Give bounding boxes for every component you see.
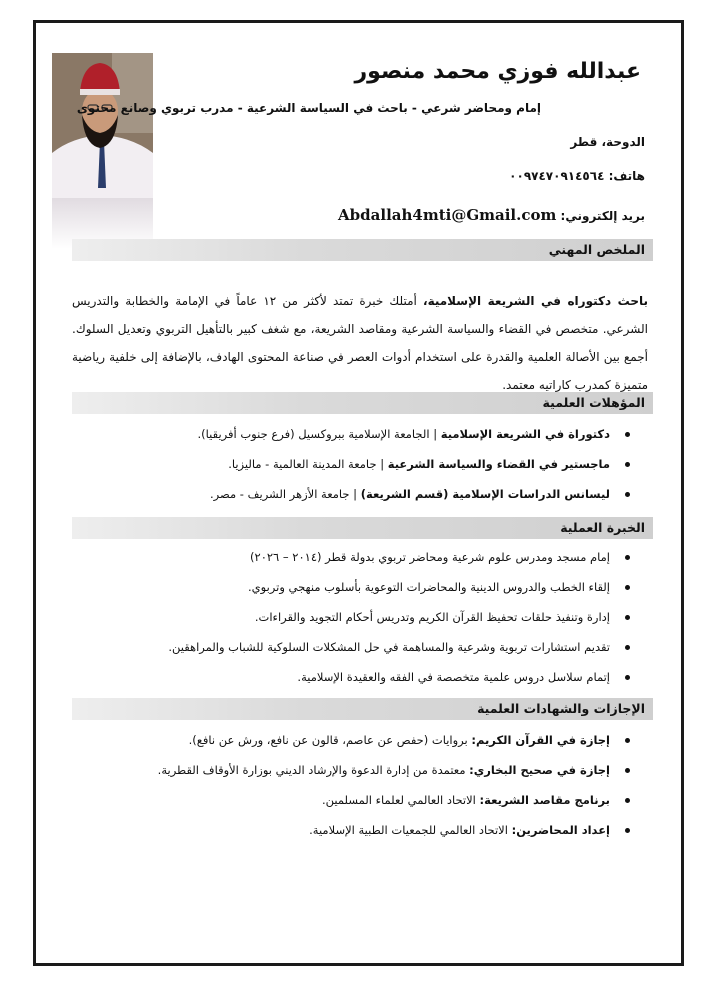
list-item: إمام مسجد ومدرس علوم شرعية ومحاضر تربوي بدولة قطر (٢٠١٤ – ٢٠٢٦) — [72, 550, 638, 564]
email-line — [338, 206, 645, 224]
section-heading-experience: الخبرة العملية — [72, 517, 653, 539]
location-line — [570, 135, 645, 149]
email-value[interactable]: Abdallah4mti@Gmail.com — [338, 206, 557, 224]
cv-page — [33, 20, 684, 966]
email-label: بريد إلكتروني: — [560, 209, 645, 223]
summary-paragraph — [72, 287, 652, 399]
phone-value[interactable]: ٠٠٩٧٤٧٠٩١٤٥٦٤ — [509, 169, 605, 183]
list-item: إجازة في القرآن الكريم: بروايات (حفص عن عاصم، قالون عن نافع، ورش عن نافع). — [72, 733, 638, 747]
summary-lead: باحث دكتوراه في الشريعة الإسلامية، — [423, 294, 648, 308]
list-item: ليسانس الدراسات الإسلامية (قسم الشريعة) | جامعة الأزهر الشريف - مصر. — [72, 487, 638, 501]
phone-line — [509, 169, 645, 183]
list-item: دكتوراة في الشريعة الإسلامية | الجامعة الإسلامية ببروكسيل (فرع جنوب أفريقيا). — [72, 427, 638, 441]
list-item: ماجستير في القضاء والسياسة الشرعية | جامعة المدينة العالمية - ماليزيا. — [72, 457, 638, 471]
experience-list — [72, 550, 638, 684]
list-item: إجازة في صحيح البخاري: معتمدة من إدارة الدعوة والإرشاد الديني بوزارة الأوقاف القطرية. — [72, 763, 638, 777]
list-item: إدارة وتنفيذ حلقات تحفيظ القرآن الكريم وتدريس أحكام التجويد والقراءات. — [72, 610, 638, 624]
list-item: تقديم استشارات تربوية وشرعية والمساهمة في حل المشكلات السلوكية للشباب والمراهقين. — [72, 640, 638, 654]
qualifications-list — [72, 427, 638, 501]
person-name: عبدالله فوزي محمد منصور — [354, 59, 641, 84]
person-portrait-icon — [52, 53, 153, 198]
list-item: إتمام سلاسل دروس علمية متخصصة في الفقه والعقيدة الإسلامية. — [72, 670, 638, 684]
certificates-list — [72, 733, 638, 837]
section-heading-certificates: الإجازات والشهادات العلمية — [72, 698, 653, 720]
list-item: إلقاء الخطب والدروس الدينية والمحاضرات التوعوية بأسلوب منهجي وتربوي. — [72, 580, 638, 594]
location-value: الدوحة، قطر — [570, 135, 645, 149]
list-item: برنامج مقاصد الشريعة: الاتحاد العالمي لعلماء المسلمين. — [72, 793, 638, 807]
profile-photo — [52, 53, 153, 249]
section-heading-qualifications: المؤهلات العلمية — [72, 392, 653, 414]
person-title: إمام ومحاضر شرعي - باحث في السياسة الشرعية - مدرب تربوي وصانع محتوى — [76, 101, 541, 115]
list-item: إعداد المحاضرين: الاتحاد العالمي للجمعيات الطبية الإسلامية. — [72, 823, 638, 837]
summary-text: أمتلك خبرة تمتد لأكثر من ١٢ عاماً في الإمامة والخطابة والتدريس الشرعي. متخصص في القضاء والسياسة الشرعية ومقاصد الشريعة، مع شغف كبير بالتأهيل التربوي وتعديل السلوك. أجمع بين الأصالة العلمية والقدرة على استخدام أدوات العصر في صناعة المحتوى الهادف، بالإضافة إلى خلفية رياضية متميزة كمدرب كاراتيه معتمد. — [72, 294, 648, 392]
section-heading-summary: الملخص المهني — [72, 239, 653, 261]
phone-label: هاتف: — [608, 169, 645, 183]
